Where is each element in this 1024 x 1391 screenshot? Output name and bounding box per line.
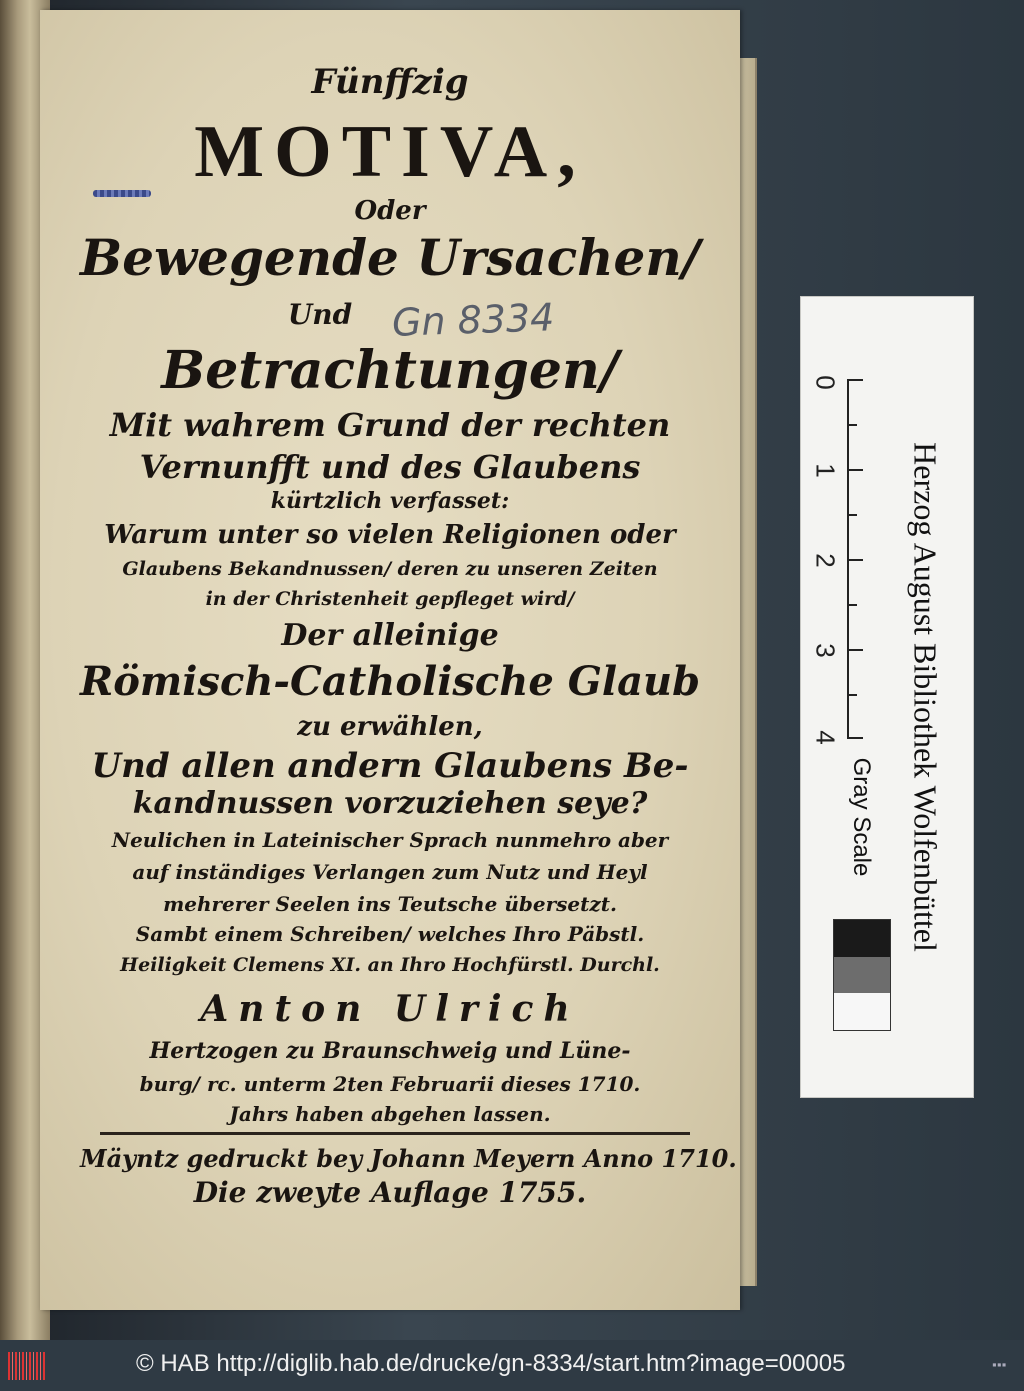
title-line-12: in der Christenheit gepfleget wird/ bbox=[205, 588, 575, 610]
swatch-mid bbox=[834, 957, 890, 994]
title-line-1: Fünffzig bbox=[311, 62, 469, 102]
title-line-9: kürtzlich verfasset: bbox=[270, 488, 510, 514]
title-line-24: Hertzogen zu Braunschweig und Lüne- bbox=[149, 1038, 631, 1064]
title-line-14: Römisch-Catholische Glaub bbox=[80, 658, 701, 705]
title-line-22: Heiligkeit Clemens XI. an Ihro Hochfürstl. Durchl. bbox=[120, 954, 660, 976]
institution-name: Herzog August Bibliothek Wolfenbüttel bbox=[907, 442, 944, 952]
title-line-8: Vernunfft und des Glaubens bbox=[139, 448, 641, 486]
title-page bbox=[40, 10, 740, 1310]
title-line-11: Glaubens Bekandnussen/ deren zu unseren Zeiten bbox=[122, 558, 658, 580]
title-line-10: Warum unter so vielen Religionen oder bbox=[104, 520, 676, 550]
title-line-19: auf inständiges Verlangen zum Nutz und Heyl bbox=[132, 860, 648, 884]
title-line-13: Der alleinige bbox=[281, 618, 499, 653]
shelfmark: Gn 8334 bbox=[391, 295, 556, 345]
title-line-5: Und bbox=[287, 298, 353, 331]
ruler-number: 2 bbox=[810, 553, 841, 568]
imprint-line-1: Mäyntz gedruckt bey Johann Meyern Anno 1710. bbox=[80, 1144, 737, 1173]
title-line-21: Sambt einem Schreiben/ welches Ihro Päbstl. bbox=[135, 922, 645, 946]
title-line-20: mehrerer Seelen ins Teutsche übersetzt. bbox=[163, 892, 617, 916]
ruler-number: 0 bbox=[810, 375, 841, 390]
title-line-18: Neulichen in Lateinischer Sprach nunmehro aber bbox=[111, 828, 669, 852]
cm-ruler bbox=[847, 379, 865, 739]
barcode-icon bbox=[8, 1352, 46, 1380]
title-line-7: Mit wahrem Grund der rechten bbox=[109, 406, 671, 444]
title-line-26: Jahrs haben abgehen lassen. bbox=[229, 1102, 551, 1126]
swatch-light bbox=[834, 993, 890, 1030]
footer-marker-icon: ▪▪▪ bbox=[992, 1360, 1007, 1369]
imprint-line-2: Die zweyte Auflage 1755. bbox=[193, 1176, 587, 1209]
title-line-3: Oder bbox=[354, 196, 426, 226]
scale-card bbox=[800, 296, 974, 1098]
copyright-link[interactable]: © HAB http://diglib.hab.de/drucke/gn-8334/start.htm?image=00005 bbox=[136, 1350, 846, 1377]
divider-rule bbox=[100, 1132, 690, 1135]
ruler-number: 3 bbox=[810, 643, 841, 658]
title-line-6: Betrachtungen/ bbox=[161, 340, 619, 401]
title-line-4: Bewegende Ursachen/ bbox=[80, 228, 700, 287]
title-line-17: kandnussen vorzuziehen seye? bbox=[132, 786, 648, 821]
footer-bar bbox=[0, 1340, 1024, 1391]
title-line-15: zu erwählen, bbox=[297, 712, 483, 742]
ruler-number: 4 bbox=[810, 730, 841, 745]
title-line-motiva: MOTIVA, bbox=[194, 111, 586, 193]
title-line-25: burg/ rc. unterm 2ten Februarii dieses 1710. bbox=[139, 1072, 641, 1096]
title-line-23: Anton Ulrich bbox=[200, 988, 580, 1030]
swatch-dark bbox=[834, 920, 890, 957]
title-line-16: Und allen andern Glaubens Be- bbox=[91, 746, 689, 786]
gray-scale-label: Gray Scale bbox=[848, 757, 875, 877]
gray-scale-swatches bbox=[833, 919, 891, 1031]
ruler-number: 1 bbox=[810, 463, 841, 478]
